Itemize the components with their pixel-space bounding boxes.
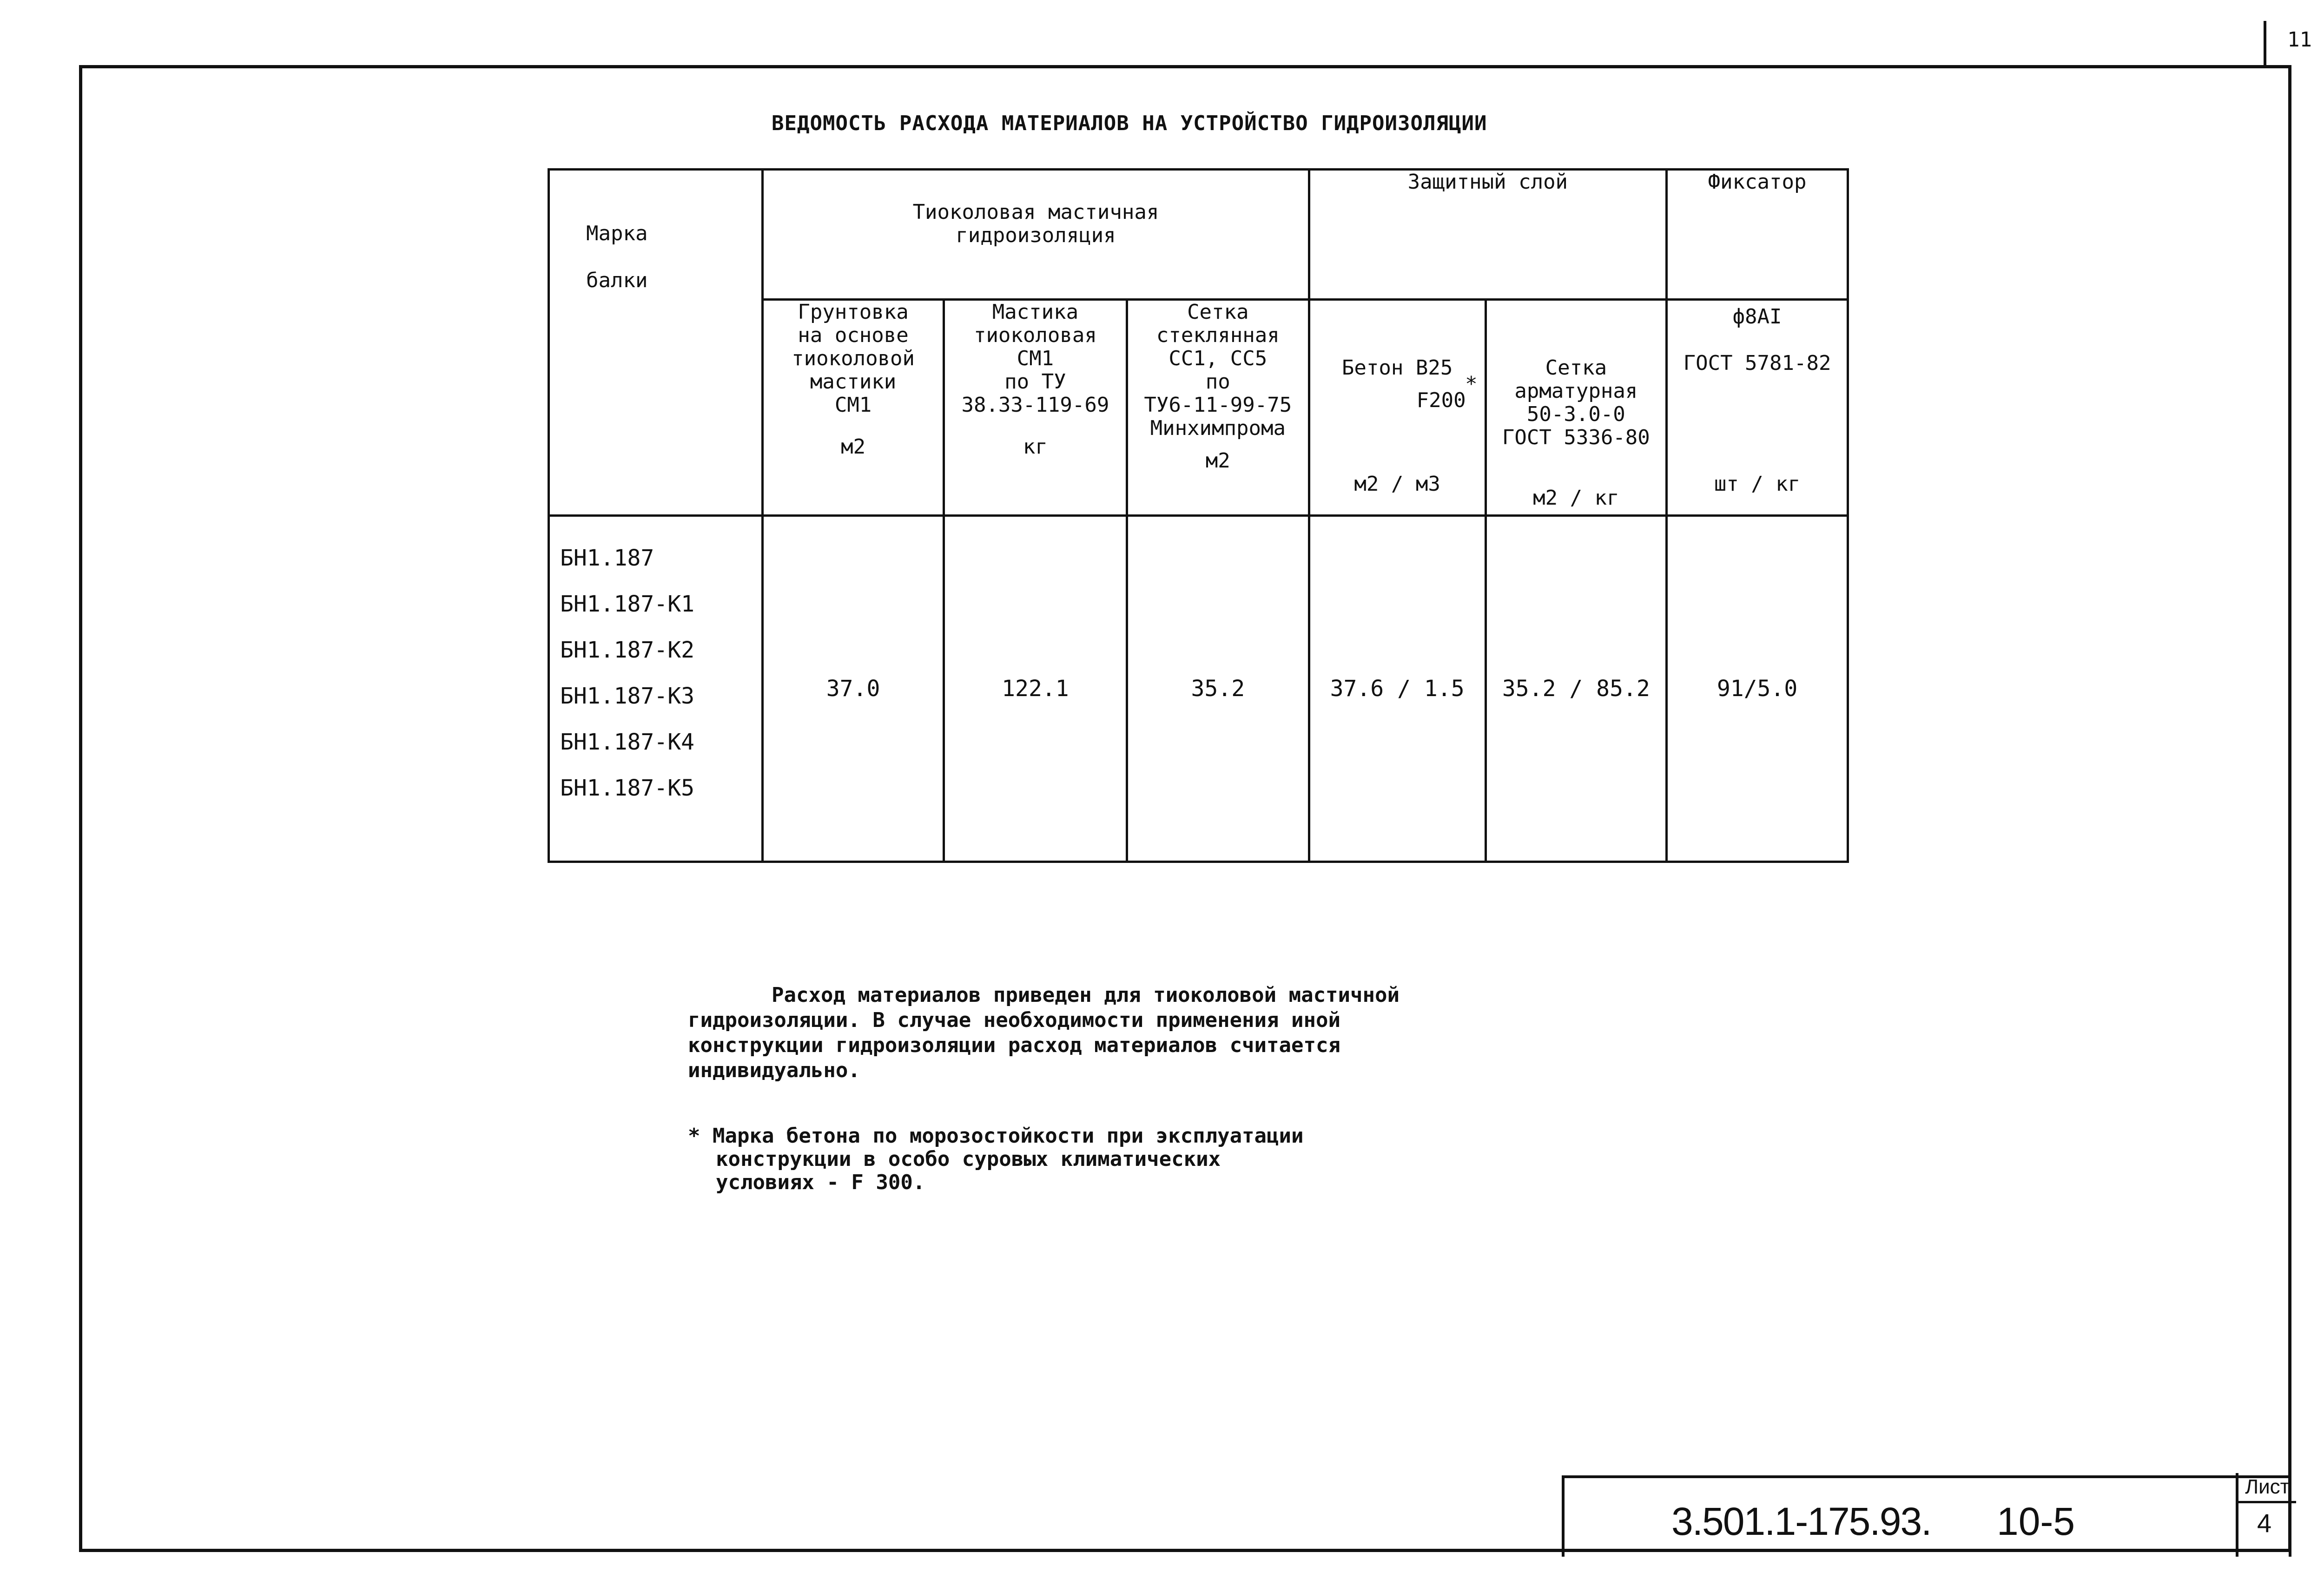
subheader-primer — [763, 300, 944, 516]
fix-l2: ГОСТ 5781-82 — [1683, 351, 1831, 375]
header-marka — [549, 170, 763, 516]
fix-unit: шт / кг — [1714, 472, 1801, 496]
document-section: 10-5 — [1997, 1500, 2075, 1543]
page-number: 11 — [2287, 28, 2312, 52]
mastic-l5: 38.33-119-69 — [961, 393, 1109, 417]
subheader-rebar-mesh — [1486, 300, 1667, 516]
header-fix-label: Фиксатор — [1708, 170, 1807, 194]
primer-l3: тиоколовой — [792, 347, 915, 370]
beam-mark: БН1.187-К3 — [560, 683, 694, 709]
header-marka-line2: балки — [586, 269, 648, 292]
header-fix-group — [1667, 170, 1848, 300]
beam-mark: БН1.187-К2 — [560, 637, 694, 663]
header-thiokol-group — [763, 170, 1309, 300]
fix-l1: ф8АI — [1732, 305, 1782, 329]
note-line: конструкции гидроизоляции расход материалов считается — [688, 1033, 1340, 1057]
mastic-unit: кг — [1023, 435, 1048, 459]
mastic-l4: по ТУ — [1004, 370, 1066, 394]
concrete-unit: м2 / м3 — [1354, 472, 1440, 496]
value-concrete: 37.6 / 1.5 — [1309, 516, 1486, 862]
header-thiokol-label: Тиоколовая мастичная гидроизоляция — [912, 200, 1159, 247]
subheader-glass-mesh — [1127, 300, 1309, 516]
primer-l5: СМ1 — [834, 393, 872, 417]
beam-list-cell — [549, 516, 763, 862]
page-title: ВЕДОМОСТЬ РАСХОДА МАТЕРИАЛОВ НА УСТРОЙСТВО ГИДРОИЗОЛЯЦИИ — [772, 112, 1487, 135]
mastic-l2: тиоколовая — [973, 323, 1097, 347]
concrete-l3: F200 — [1416, 388, 1466, 412]
subheader-fixator — [1667, 300, 1848, 516]
footnote-line: * Марка бетона по морозостойкости при эксплуатации — [688, 1124, 1304, 1148]
note-line: индивидуально. — [688, 1059, 860, 1082]
glass-l5: ТУ6-11-99-75 — [1144, 393, 1292, 417]
beam-mark: БН1.187-К4 — [560, 729, 694, 755]
sheet-label: Лист — [2238, 1473, 2296, 1503]
beam-mark: БН1.187 — [560, 545, 654, 571]
sheet-box — [2236, 1473, 2296, 1557]
subheader-concrete — [1309, 300, 1486, 516]
primer-l2: на основе — [798, 323, 909, 347]
document-code: 3.501.1-175.93. — [1671, 1500, 1931, 1543]
page-number-box — [2264, 21, 2324, 67]
value-primer: 37.0 — [763, 516, 944, 862]
materials-table — [548, 168, 1849, 863]
beam-mark: БН1.187-К5 — [560, 775, 694, 801]
header-marka-line1: Марка — [586, 222, 648, 245]
value-fixator: 91/5.0 — [1667, 516, 1848, 862]
glass-l6: Минхимпрома — [1150, 416, 1286, 440]
rebar-l2: арматурная — [1514, 379, 1638, 403]
sheet-number: 4 — [2257, 1508, 2272, 1538]
note-line: Расход материалов приведен для тиоколовой мастичной — [772, 983, 1400, 1007]
concrete-l1: Бетон В25 — [1341, 356, 1453, 380]
subheader-mastic — [944, 300, 1127, 516]
footnote-line: конструкции в особо суровых климатических — [716, 1147, 1221, 1171]
value-rebar-mesh: 35.2 / 85.2 — [1486, 516, 1667, 862]
beam-mark: БН1.187-К1 — [560, 591, 694, 617]
rebar-l4: ГОСТ 5336-80 — [1502, 426, 1650, 449]
primer-l1: Грунтовка — [798, 300, 909, 324]
header-protect-label: Защитный слой — [1407, 170, 1568, 194]
value-glass-mesh: 35.2 — [1127, 516, 1309, 862]
footnote-line: условиях - F 300. — [716, 1171, 925, 1194]
glass-l1: Сетка — [1187, 300, 1249, 324]
rebar-unit: м2 / кг — [1533, 486, 1619, 510]
primer-unit: м2 — [841, 435, 866, 459]
value-mastic: 122.1 — [944, 516, 1127, 862]
glass-unit: м2 — [1205, 449, 1230, 473]
mastic-l3: СМ1 — [1017, 347, 1054, 370]
glass-l3: СС1, СС5 — [1169, 347, 1268, 370]
header-protect-group — [1309, 170, 1666, 300]
footnote — [688, 1125, 1304, 1194]
concrete-asterisk: * — [1465, 372, 1478, 396]
materials-note — [688, 983, 1525, 1083]
note-line: гидроизоляции. В случае необходимости применения иной — [688, 1008, 1340, 1032]
primer-l4: мастики — [810, 370, 897, 394]
title-block — [1562, 1475, 2291, 1557]
glass-l2: стеклянная — [1156, 323, 1280, 347]
rebar-l3: 50-3.0-0 — [1526, 402, 1625, 426]
mastic-l1: Мастика — [992, 300, 1079, 324]
glass-l4: по — [1205, 370, 1230, 394]
rebar-l1: Сетка — [1545, 356, 1607, 380]
